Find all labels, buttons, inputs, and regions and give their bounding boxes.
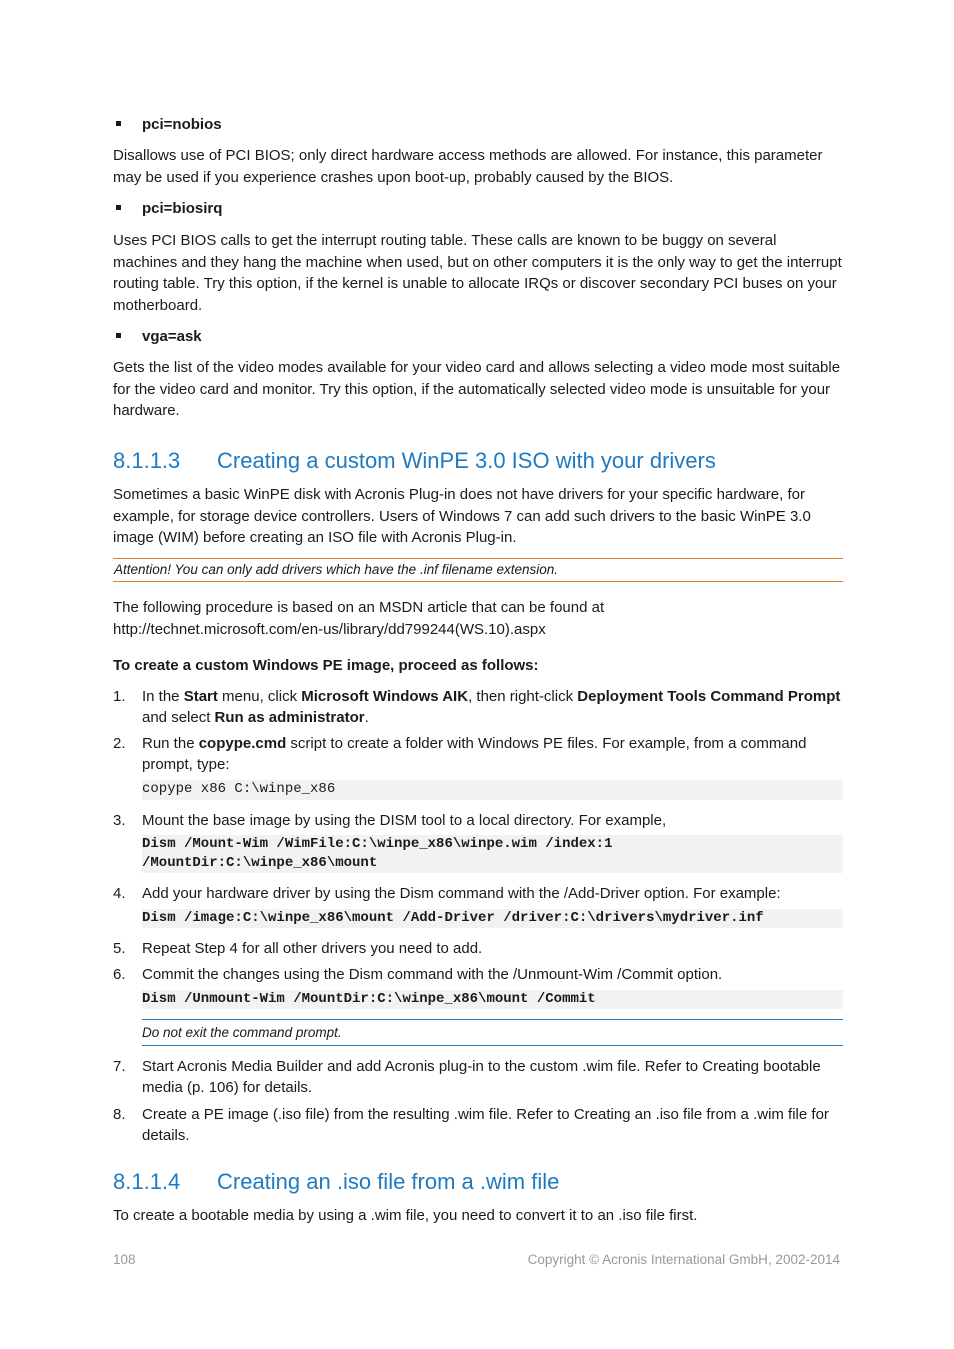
section-intro: To create a bootable media by using a .wim file, you need to convert it to an .iso file first.	[113, 1207, 698, 1224]
copyright-notice: Copyright © Acronis International GmbH, 2002-2014	[527, 1252, 840, 1267]
step-text-part: and select	[142, 709, 215, 726]
run-as-admin-label: Run as administrator	[214, 709, 365, 726]
step-text: Add your hardware driver by using the Dism command with the /Add-Driver option. For example:	[142, 885, 781, 902]
msdn-url: http://technet.microsoft.com/en-us/library/dd799244(WS.10).aspx	[113, 620, 546, 638]
bullet-square-icon	[116, 121, 121, 126]
bullet-label: vga=ask	[142, 328, 202, 345]
step-text	[142, 733, 843, 775]
code-block	[142, 990, 843, 1009]
step-text-part: .	[364, 709, 369, 726]
step-number: 3.	[113, 812, 126, 829]
section-intro: Sometimes a basic WinPE disk with Acronis Plug-in does not have drivers for your specific hardware, for example, for storage device controllers. Users of Windows 7 can add such drivers to the basic WinPE 3.0 image (WIM) before creating an ISO file with Acronis Plug-in.	[113, 486, 811, 546]
attention-text: Attention! You can only add drivers which have the .inf filename extension.	[114, 562, 559, 577]
step-text: Commit the changes using the Dism command with the /Unmount-Wim /Commit option.	[142, 966, 723, 983]
section-title: Creating a custom WinPE 3.0 ISO with your drivers	[217, 448, 716, 473]
section-heading	[113, 448, 843, 474]
section-heading	[113, 1169, 843, 1195]
code-block	[142, 909, 843, 928]
step-text-part: Run the	[142, 735, 199, 752]
step-number: 8.	[113, 1106, 126, 1123]
code-line: Dism /image:C:\winpe_x86\mount /Add-Driver /driver:C:\drivers\mydriver.inf	[142, 910, 764, 926]
copype-label: copype.cmd	[198, 735, 287, 752]
windows-aik-label: Microsoft Windows AIK	[301, 688, 469, 705]
step-text: Repeat Step 4 for all other drivers you need to add.	[142, 940, 483, 957]
bullet-description: Gets the list of the video modes available for your video card and allows selecting a video mode most suitable for the video card and monitor. Try this option, if the automatically selected video mode is unsuitable for your hardware.	[113, 359, 841, 419]
section-number: 8.1.1.4	[113, 1169, 181, 1194]
bullet-label: pci=nobios	[142, 116, 222, 133]
deployment-tools-label: Deployment Tools Command Prompt	[577, 688, 841, 705]
start-menu-label: Start	[183, 688, 218, 705]
step-text: Mount the base image by using the DISM tool to a local directory. For example,	[142, 812, 667, 829]
attention-note	[113, 558, 843, 582]
bullet-description: Disallows use of PCI BIOS; only direct hardware access methods are allowed. For instance, this parameter may be used if you experience crashes upon boot-up, probably caused by the BIOS.	[113, 147, 823, 186]
step-text-part: In the	[142, 688, 184, 705]
step-number: 5.	[113, 940, 126, 957]
step-text-part: script to create a folder with Windows PE files. For example, from a command prompt, type:	[142, 735, 807, 773]
step-text	[142, 686, 843, 728]
code-line: Dism /Unmount-Wim /MountDir:C:\winpe_x86\mount /Commit	[142, 991, 596, 1007]
code-line: /MountDir:C:\winpe_x86\mount	[142, 855, 378, 871]
page-number: 108	[113, 1252, 136, 1267]
bullet-square-icon	[116, 205, 121, 210]
code-line: Dism /Mount-Wim /WimFile:C:\winpe_x86\winpe.wim /index:1	[142, 836, 613, 852]
code-block	[142, 780, 843, 800]
step-text: Create a PE image (.iso file) from the resulting .wim file. Refer to Creating an .iso file from a .wim file for details.	[142, 1106, 829, 1144]
bullet-pci-nobios	[113, 115, 843, 135]
procedure-heading: To create a custom Windows PE image, proceed as follows:	[113, 657, 539, 674]
bullet-description: Uses PCI BIOS calls to get the interrupt routing table. These calls are known to be buggy on several machines and they hang the machine when used, but on other computers it is the only way to get the interrupt routing table. Try this option, if the kernel is unable to allocate IRQs or discover secondary PCI buses on your motherboard.	[113, 232, 842, 314]
bullet-pci-biosirq	[113, 199, 843, 219]
step-number: 4.	[113, 885, 126, 902]
bullet-square-icon	[116, 333, 121, 338]
step-text: Start Acronis Media Builder and add Acronis plug-in to the custom .wim file. Refer to Creating bootable media (p. 106) for details.	[142, 1058, 821, 1096]
tip-note	[142, 1019, 843, 1046]
step-number: 7.	[113, 1058, 126, 1075]
procedure-source-text: The following procedure is based on an MSDN article that can be found at	[113, 599, 605, 616]
bullet-vga-ask	[113, 327, 843, 347]
step-number: 2.	[113, 735, 126, 752]
step-number: 1.	[113, 688, 126, 705]
step-text-part: , then right-click	[468, 688, 578, 705]
code-line: copype x86 C:\winpe_x86	[142, 781, 336, 797]
step-text-part: menu, click	[217, 688, 302, 705]
section-title: Creating an .iso file from a .wim file	[217, 1169, 560, 1194]
procedure-source	[113, 597, 843, 640]
bullet-label: pci=biosirq	[142, 200, 223, 217]
section-number: 8.1.1.3	[113, 448, 181, 473]
code-block	[142, 835, 843, 873]
step-number: 6.	[113, 966, 126, 983]
note-text: Do not exit the command prompt.	[142, 1025, 342, 1040]
